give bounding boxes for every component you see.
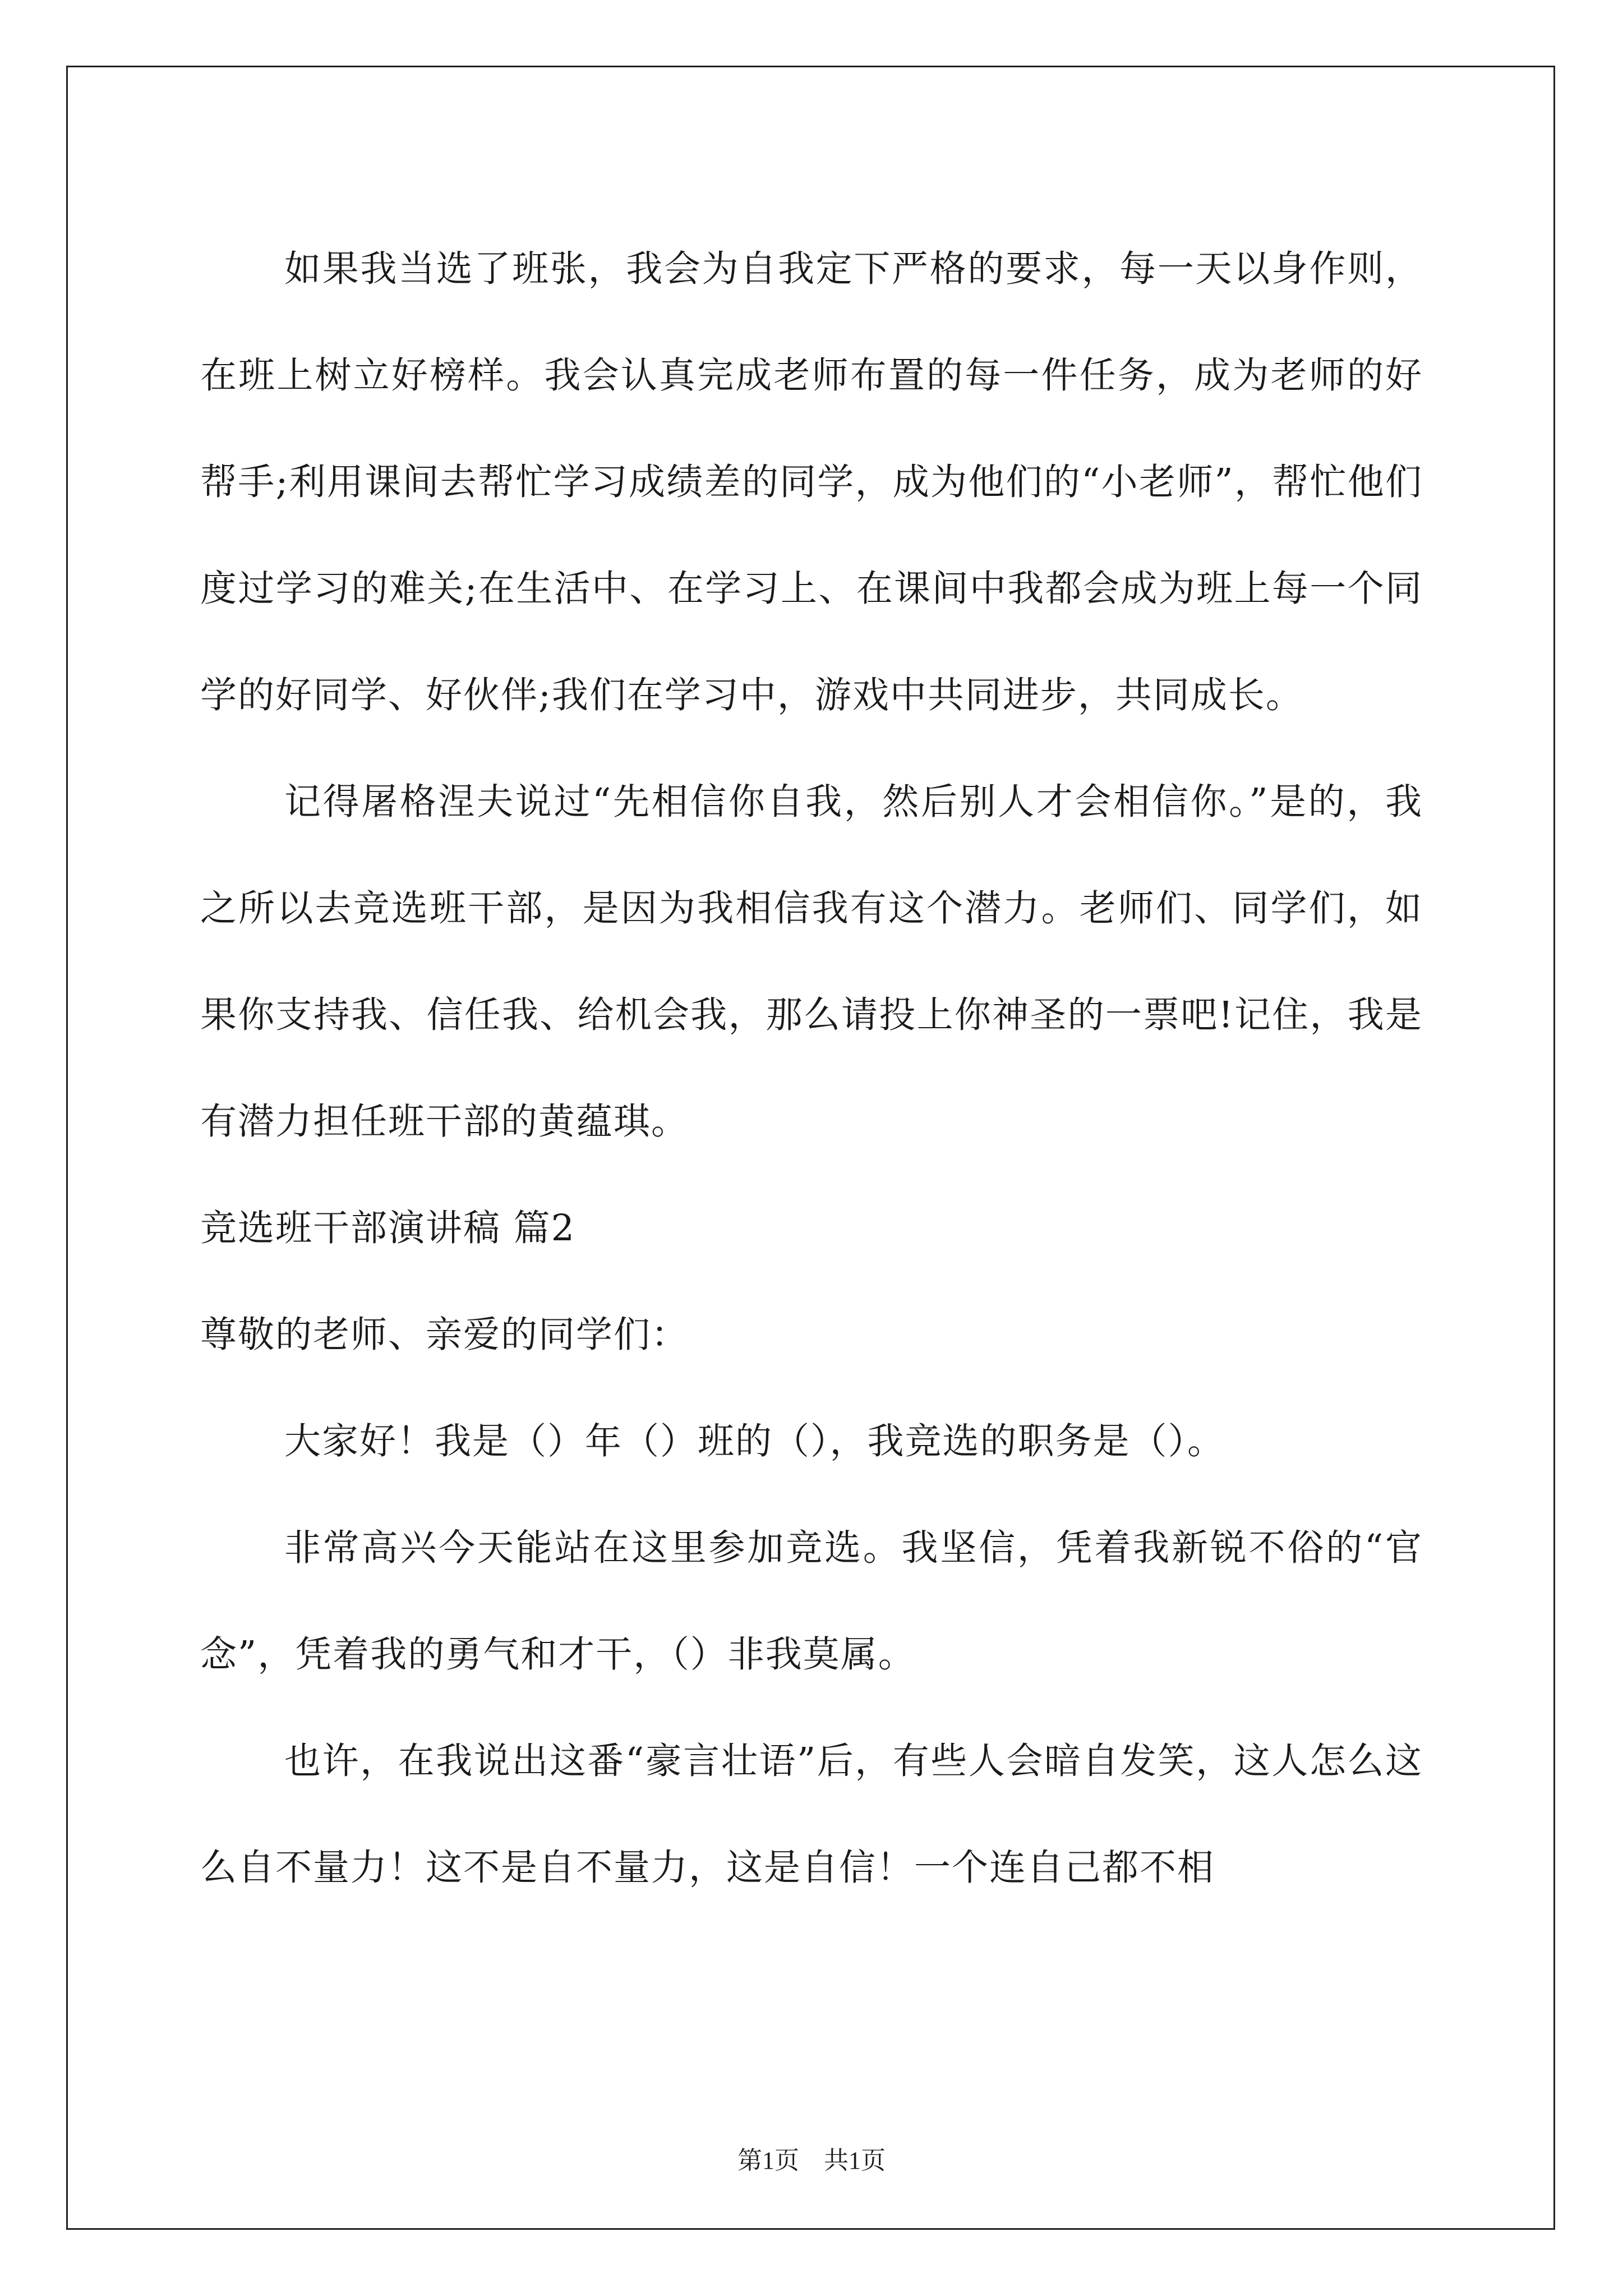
paragraph-5: 也许，在我说出这番“豪言壮语”后，有些人会暗自发笑，这人怎么这么自不量力！这不是自不量力，这是自信！一个连自己都不相 — [200, 1740, 1423, 1889]
paragraph-1: 如果我当选了班张，我会为自我定下严格的要求，每一天以身作则，在班上树立好榜样。我会认真完成老师布置的每一件任务，成为老师的好帮手;利用课间去帮忙学习成绩差的同学，成为他们的“小老师”，帮忙他们度过学习的难关;在生活中、在学习上、在课间中我都会成为班上每一个同学的好同学、好伙伴;我们在学习中，游戏中共同进步，共同成长。 — [200, 248, 1423, 716]
paragraph-3: 大家好！我是（）年（）班的（），我竞选的职务是（）。 — [284, 1420, 1225, 1462]
salutation: 尊敬的老师、亲爱的同学们： — [200, 1314, 689, 1356]
page-number: 第1页 共1页 — [737, 2147, 886, 2174]
paragraph-4: 非常高兴今天能站在这里参加竞选。我坚信，凭着我新锐不俗的“官念”，凭着我的勇气和才干，（）非我莫属。 — [200, 1527, 1423, 1676]
document-body — [200, 216, 1423, 1921]
section-title: 竞选班干部演讲稿 篇2 — [200, 1207, 576, 1249]
paragraph-2: 记得屠格涅夫说过“先相信你自我，然后别人才会相信你。”是的，我之所以去竞选班干部，是因为我相信我有这个潜力。老师们、同学们，如果你支持我、信任我、给机会我，那么请投上你神圣的一票吧!记住，我是有潜力担任班干部的黄蕴琪。 — [200, 781, 1423, 1143]
